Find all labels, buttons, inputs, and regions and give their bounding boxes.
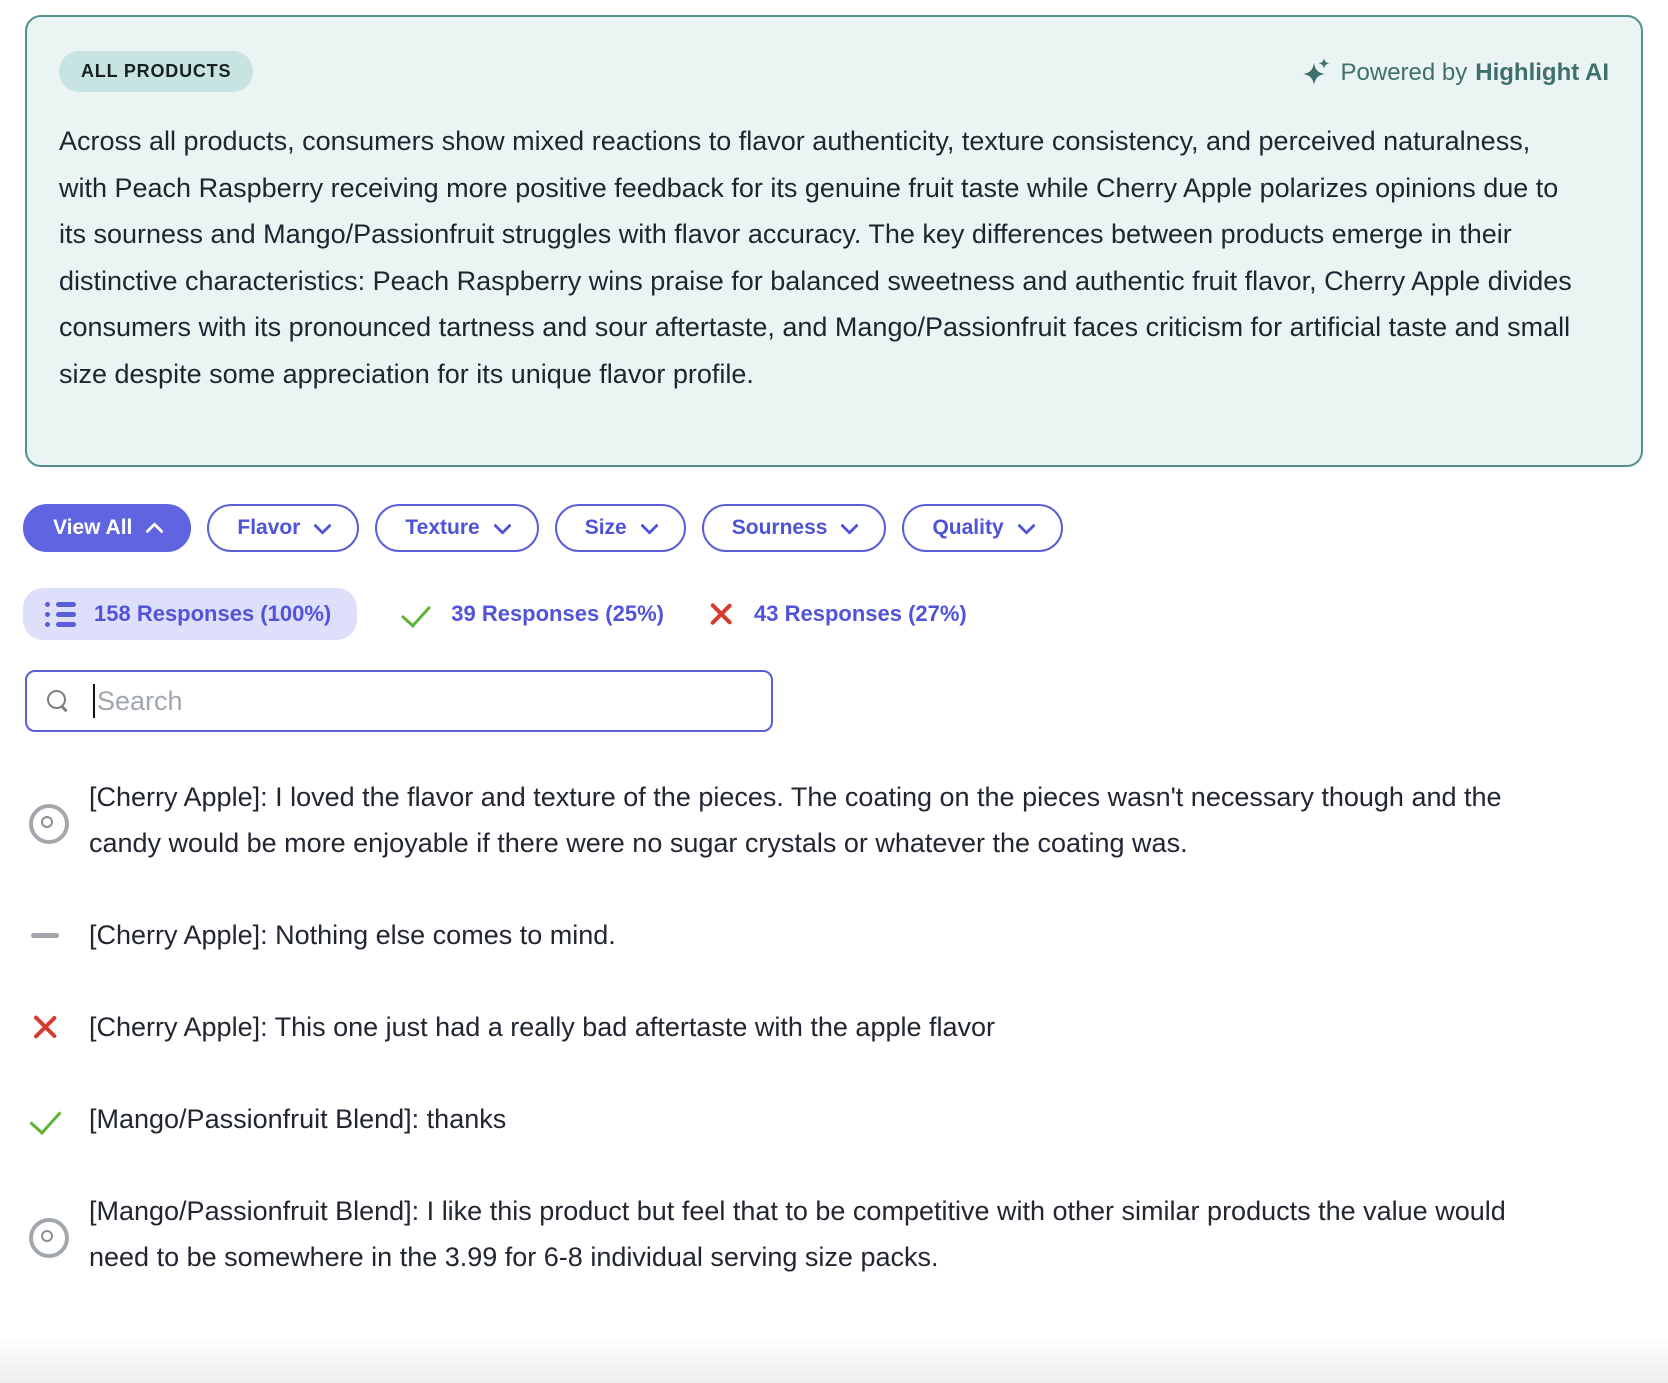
- feedback-item[interactable]: [0, 774, 1668, 866]
- search-input[interactable]: [97, 672, 771, 730]
- feedback-list: [0, 774, 1668, 1280]
- feedback-text: [Cherry Apple]: I loved the flavor and texture of the pieces. The coating on the pieces wasn't necessary though and the candy would be more enjoyable if there were no sugar crystals or whatever the coating was.: [89, 782, 1502, 858]
- powered-by: [1301, 57, 1610, 89]
- feedback-text: [Cherry Apple]: This one just had a really bad aftertaste with the apple flavor: [89, 1012, 996, 1042]
- feedback-item[interactable]: [0, 1188, 1668, 1280]
- stat-negative-responses[interactable]: [706, 599, 967, 629]
- filter-row: [23, 504, 1668, 552]
- neutral-target-icon: [27, 1216, 63, 1252]
- all-products-badge: ALL PRODUCTS: [59, 51, 253, 92]
- chevron-icon: [841, 516, 859, 534]
- stats-row: [23, 588, 1668, 640]
- filter-label: Size: [584, 516, 627, 539]
- chevron-icon: [493, 516, 511, 534]
- filter-label: Flavor: [237, 516, 301, 539]
- chevron-icon: [314, 516, 332, 534]
- feedback-item[interactable]: [0, 1096, 1668, 1142]
- feedback-item[interactable]: [0, 912, 1668, 958]
- stat-negative-label: 43 Responses (27%): [754, 601, 967, 626]
- dash-icon: [27, 917, 63, 953]
- stat-positive-responses[interactable]: [399, 597, 664, 631]
- chevron-icon: [640, 516, 658, 534]
- stat-all-label: 158 Responses (100%): [94, 601, 332, 626]
- filter-view-all[interactable]: [23, 504, 191, 552]
- sparkle-icon: [1301, 57, 1333, 89]
- filter-label: Sourness: [731, 516, 828, 539]
- feedback-text: [Cherry Apple]: Nothing else comes to mind.: [89, 920, 616, 950]
- list-icon: [45, 602, 76, 627]
- page: [0, 15, 1668, 1383]
- filter-label: View All: [53, 516, 133, 539]
- check-icon: [399, 597, 433, 631]
- filter-texture[interactable]: [375, 504, 538, 552]
- powered-by-text: Powered by: [1340, 59, 1468, 86]
- neutral-target-icon: [27, 802, 63, 838]
- feedback-text: [Mango/Passionfruit Blend]: I like this product but feel that to be competitive with other similar products the value would need to be somewhere in the 3.99 for 6-8 individual serving size packs.: [89, 1196, 1506, 1272]
- chevron-icon: [146, 522, 164, 540]
- filter-quality[interactable]: [902, 504, 1062, 552]
- filter-sourness[interactable]: [702, 504, 887, 552]
- cross-icon: [706, 599, 736, 629]
- feedback-item[interactable]: [0, 1004, 1668, 1050]
- summary-text: Across all products, consumers show mixed reactions to flavor authenticity, texture consistency, and perceived naturalness, with Peach Raspberry receiving more positive feedback for its genuine fruit taste while Cherry Apple polarizes opinions due to its sourness and Mango/Passionfruit struggles with flavor accuracy. The key differences between products emerge in their distinctive characteristics: Peach Raspberry wins praise for balanced sweetness and authentic fruit flavor, Cherry Apple divides consumers with its pronounced tartness and sour aftertaste, and Mango/Passionfruit faces criticism for artificial taste and small size despite some appreciation for its unique flavor profile.: [59, 126, 1572, 389]
- summary-card: [25, 15, 1643, 467]
- filter-label: Texture: [405, 516, 480, 539]
- search-icon: [47, 690, 69, 712]
- text-cursor: [93, 684, 95, 718]
- check-icon: [27, 1101, 63, 1137]
- cross-icon: [27, 1009, 63, 1045]
- feedback-text: [Mango/Passionfruit Blend]: thanks: [89, 1104, 507, 1134]
- filter-flavor[interactable]: [207, 504, 359, 552]
- stat-all-responses[interactable]: [23, 588, 357, 640]
- summary-card-header: [59, 51, 1609, 92]
- filter-size[interactable]: [555, 504, 686, 552]
- filter-label: Quality: [932, 516, 1004, 539]
- chevron-icon: [1017, 516, 1035, 534]
- stat-positive-label: 39 Responses (25%): [451, 601, 664, 626]
- brand-name: Highlight AI: [1475, 59, 1609, 86]
- search-box: [25, 670, 773, 732]
